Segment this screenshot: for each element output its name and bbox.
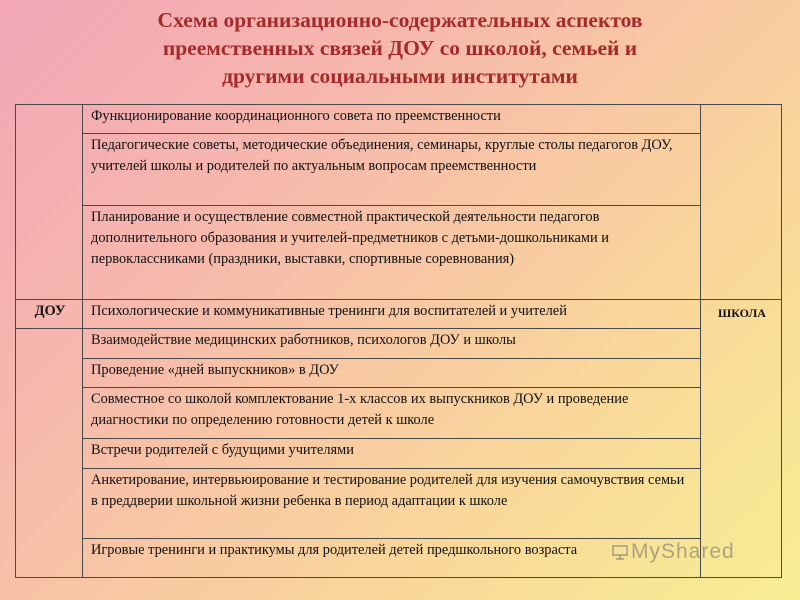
item-cell: Психологические и коммуникативные тренинги для воспитателей и учителей (83, 299, 701, 329)
presentation-icon (612, 544, 628, 560)
left-column-bottom (16, 329, 83, 578)
title-line-2: преемственных связей ДОУ со школой, семьей и (162, 36, 638, 60)
right-column-top (701, 105, 782, 300)
item-cell: Проведение «дней выпускников» в ДОУ (83, 358, 701, 388)
watermark-logo (612, 540, 735, 564)
item-cell: Встречи родителей с будущими учителями (83, 439, 701, 469)
table-row (16, 468, 782, 538)
table-row (16, 388, 782, 439)
title-line-3: другими социальными институтами (222, 64, 578, 88)
left-label-dou: ДОУ (16, 299, 83, 329)
item-cell: Совместное со школой комплектование 1-х классов их выпускников ДОУ и проведение диагностики по определению готовности детей к школе (83, 388, 701, 439)
table-row (16, 105, 782, 134)
item-cell: Функционирование координационного совета по преемственности (83, 105, 701, 134)
title-line-1: Схема организационно-содержательных аспектов (157, 8, 643, 32)
item-cell: Взаимодействие медицинских работников, психологов ДОУ и школы (83, 329, 701, 359)
item-cell: Игровые тренинги и практикумы для родителей детей предшкольного возраста (83, 539, 701, 578)
slide-title (40, 6, 760, 90)
table-row (16, 439, 782, 469)
item-cell: Планирование и осуществление совместной практической деятельности педагогов дополнительного образования и учителей-предметников с детьми-дошкольниками и первоклассниками (праздники, выставки, спортивные соревнования) (83, 205, 701, 299)
aspects-table (15, 104, 782, 578)
right-label-school: ШКОЛА (701, 299, 782, 577)
table-row (16, 329, 782, 359)
item-cell: Педагогические советы, методические объединения, семинары, круглые столы педагогов ДОУ, учителей школы и родителей по актуальным вопросам преемственности (83, 133, 701, 205)
table-row (16, 205, 782, 299)
table-row (16, 133, 782, 205)
watermark-text: MyShared (631, 540, 735, 563)
table-row (16, 299, 782, 329)
left-column-top (16, 105, 83, 300)
table-row (16, 358, 782, 388)
item-cell: Анкетирование, интервьюирование и тестирование родителей для изучения самочувствия семьи в преддверии школьной жизни ребенка в период адаптации к школе (83, 468, 701, 538)
